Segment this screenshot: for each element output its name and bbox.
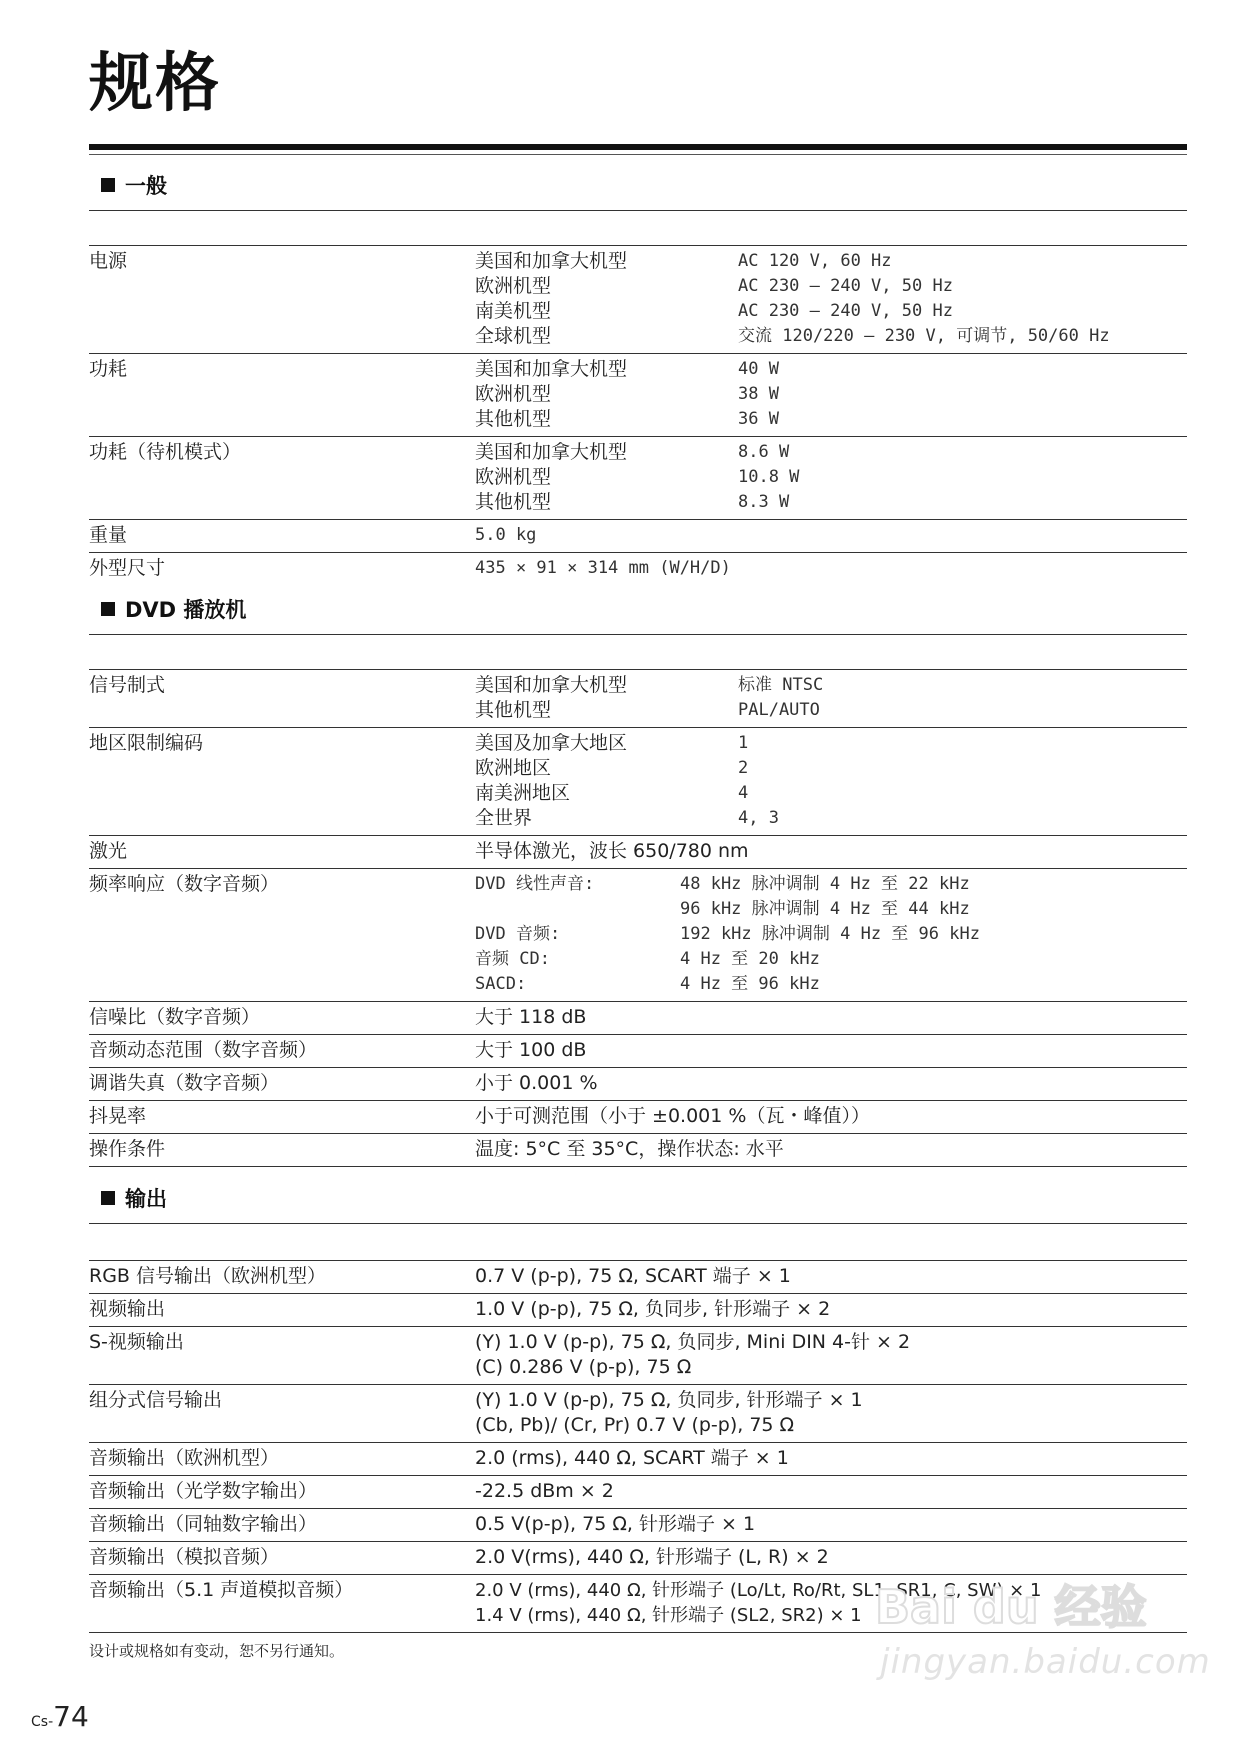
- square-bullet-icon: [101, 1191, 115, 1205]
- value-column: -22.5 dBm × 2: [475, 1480, 614, 1502]
- row-label: 音频输出（欧洲机型）: [89, 1447, 280, 1469]
- section-dvd-heading: DVD 播放机: [89, 594, 1187, 635]
- table-row: [89, 1443, 1187, 1476]
- title-rule: [89, 144, 1187, 150]
- model-column: 美国和加拿大机型 其他机型: [475, 674, 628, 721]
- model-column: 美国和加拿大机型 欧洲机型 其他机型: [475, 358, 628, 430]
- row-value: 小于 0.001 %: [475, 1072, 598, 1094]
- row-label: 外型尺寸: [89, 557, 166, 579]
- table-row: [89, 1261, 1187, 1294]
- table-row: [89, 869, 1187, 1002]
- value-column: 2.0 (rms), 440 Ω, SCART 端子 × 1: [475, 1447, 789, 1469]
- value-column: 1 2 4 4, 3: [738, 733, 779, 828]
- value-column: 0.5 V(p-p), 75 Ω, 针形端子 × 1: [475, 1513, 756, 1535]
- row-value: 5.0 kg: [475, 525, 537, 545]
- value-column: 2.0 V (rms), 440 Ω, 针形端子 (Lo/Lt, Ro/Rt, SL1, SR1, C, SW) × 1 1.4 V (rms), 440 Ω, 针形端子 (SL2, SR2) × 1: [475, 1580, 1042, 1626]
- value-column: (Y) 1.0 V (p-p), 75 Ω, 负同步, Mini DIN 4-针 × 2 (C) 0.286 V (p-p), 75 Ω: [475, 1331, 911, 1378]
- row-label: 激光: [89, 840, 128, 862]
- row-label: 电源: [89, 250, 128, 272]
- row-label: 频率响应（数字音频）: [89, 873, 280, 895]
- table-row: [89, 1294, 1187, 1327]
- table-row: [89, 670, 1187, 728]
- baidu-watermark-logo: [870, 1575, 1200, 1635]
- row-label: 功耗: [89, 358, 128, 380]
- value-column: (Y) 1.0 V (p-p), 75 Ω, 负同步, 针形端子 × 1 (Cb, Pb)/ (Cr, Pr) 0.7 V (p-p), 75 Ω: [475, 1389, 863, 1436]
- row-value: 435 × 91 × 314 mm (W/H/D): [475, 558, 731, 578]
- section-general-heading: 一般: [89, 170, 1187, 211]
- row-label: 音频输出（模拟音频）: [89, 1546, 280, 1568]
- square-bullet-icon: [101, 178, 115, 192]
- row-label: 音频输出（5.1 声道模拟音频）: [89, 1579, 354, 1601]
- table-row: [89, 1542, 1187, 1575]
- model-column: 美国及加拿大地区 欧洲地区 南美洲地区 全世界: [475, 732, 628, 829]
- row-label: 抖晃率: [89, 1105, 147, 1127]
- table-row: [89, 437, 1187, 520]
- row-label: 音频输出（光学数字输出）: [89, 1480, 318, 1502]
- value-column: 48 kHz 脉冲调制 4 Hz 至 22 kHz 96 kHz 脉冲调制 4 Hz 至 44 kHz 192 kHz 脉冲调制 4 Hz 至 96 kHz 4 Hz 至 20 kHz 4 Hz 至 96 kHz: [680, 874, 980, 994]
- value-column: 1.0 V (p-p), 75 Ω, 负同步, 针形端子 × 2: [475, 1298, 831, 1320]
- page-title: 规格: [89, 47, 221, 121]
- table-row: [89, 1134, 1187, 1167]
- row-label: RGB 信号输出（欧洲机型）: [89, 1265, 326, 1287]
- row-value: 小于可测范围（小于 ±0.001 %（瓦・峰值））: [475, 1105, 870, 1127]
- model-column: 美国和加拿大机型 欧洲机型 其他机型: [475, 441, 628, 513]
- table-row: [89, 354, 1187, 437]
- watermark-text: jingyan.baidu.com: [880, 1642, 1211, 1682]
- table-row: [89, 1068, 1187, 1101]
- value-column: AC 120 V, 60 Hz AC 230 – 240 V, 50 Hz AC 230 – 240 V, 50 Hz 交流 120/220 – 230 V, 可调节, 50/60 Hz: [738, 251, 1110, 346]
- table-row: [89, 836, 1187, 869]
- square-bullet-icon: [101, 602, 115, 616]
- table-row: [89, 520, 1187, 553]
- row-label: 信噪比（数字音频）: [89, 1006, 261, 1028]
- row-label: 重量: [89, 524, 128, 546]
- general-spec-table: [89, 245, 1187, 585]
- row-value: 大于 100 dB: [475, 1039, 587, 1061]
- row-label: 音频输出（同轴数字输出）: [89, 1513, 318, 1535]
- table-row: [89, 1035, 1187, 1068]
- value-column: 40 W 38 W 36 W: [738, 359, 779, 429]
- model-column: 美国和加拿大机型 欧洲机型 南美机型 全球机型: [475, 250, 628, 347]
- row-label: 信号制式: [89, 674, 166, 696]
- svg-text:Bai du 经验: Bai du 经验: [875, 1580, 1147, 1634]
- row-value: 半导体激光，波长 650/780 nm: [475, 840, 749, 862]
- dvd-spec-table: [89, 669, 1187, 1167]
- row-label: 视频输出: [89, 1298, 166, 1320]
- value-column: 2.0 V(rms), 440 Ω, 针形端子 (L, R) × 2: [475, 1546, 829, 1568]
- page-number: Cs-74: [31, 1700, 89, 1733]
- value-column: 0.7 V (p-p), 75 Ω, SCART 端子 × 1: [475, 1265, 791, 1287]
- value-column: 8.6 W 10.8 W 8.3 W: [738, 442, 800, 512]
- row-label: 操作条件: [89, 1138, 166, 1160]
- title-rule-thin: [89, 154, 1187, 155]
- format-column: DVD 线性声音: DVD 音频: 音频 CD: SACD:: [475, 874, 595, 994]
- table-row: [89, 1476, 1187, 1509]
- table-row: [89, 553, 1187, 585]
- value-column: 标准 NTSC PAL/AUTO: [738, 675, 824, 720]
- row-label: 音频动态范围（数字音频）: [89, 1039, 318, 1061]
- footnote: 设计或规格如有变动，恕不另行通知。: [89, 1642, 345, 1660]
- table-row: [89, 1101, 1187, 1134]
- table-row: [89, 1509, 1187, 1542]
- table-row: [89, 728, 1187, 836]
- row-label: S-视频输出: [89, 1331, 184, 1353]
- row-label: 调谐失真（数字音频）: [89, 1072, 280, 1094]
- section-output-heading: 输出: [89, 1183, 1187, 1224]
- table-row: [89, 246, 1187, 354]
- table-row: [89, 1327, 1187, 1385]
- row-value: 大于 118 dB: [475, 1006, 587, 1028]
- row-label: 组分式信号输出: [89, 1389, 223, 1411]
- row-label: 地区限制编码: [89, 732, 204, 754]
- row-label: 功耗（待机模式）: [89, 441, 242, 463]
- table-row: [89, 1385, 1187, 1443]
- table-row: [89, 1002, 1187, 1035]
- row-value: 温度: 5°C 至 35°C，操作状态: 水平: [475, 1138, 784, 1160]
